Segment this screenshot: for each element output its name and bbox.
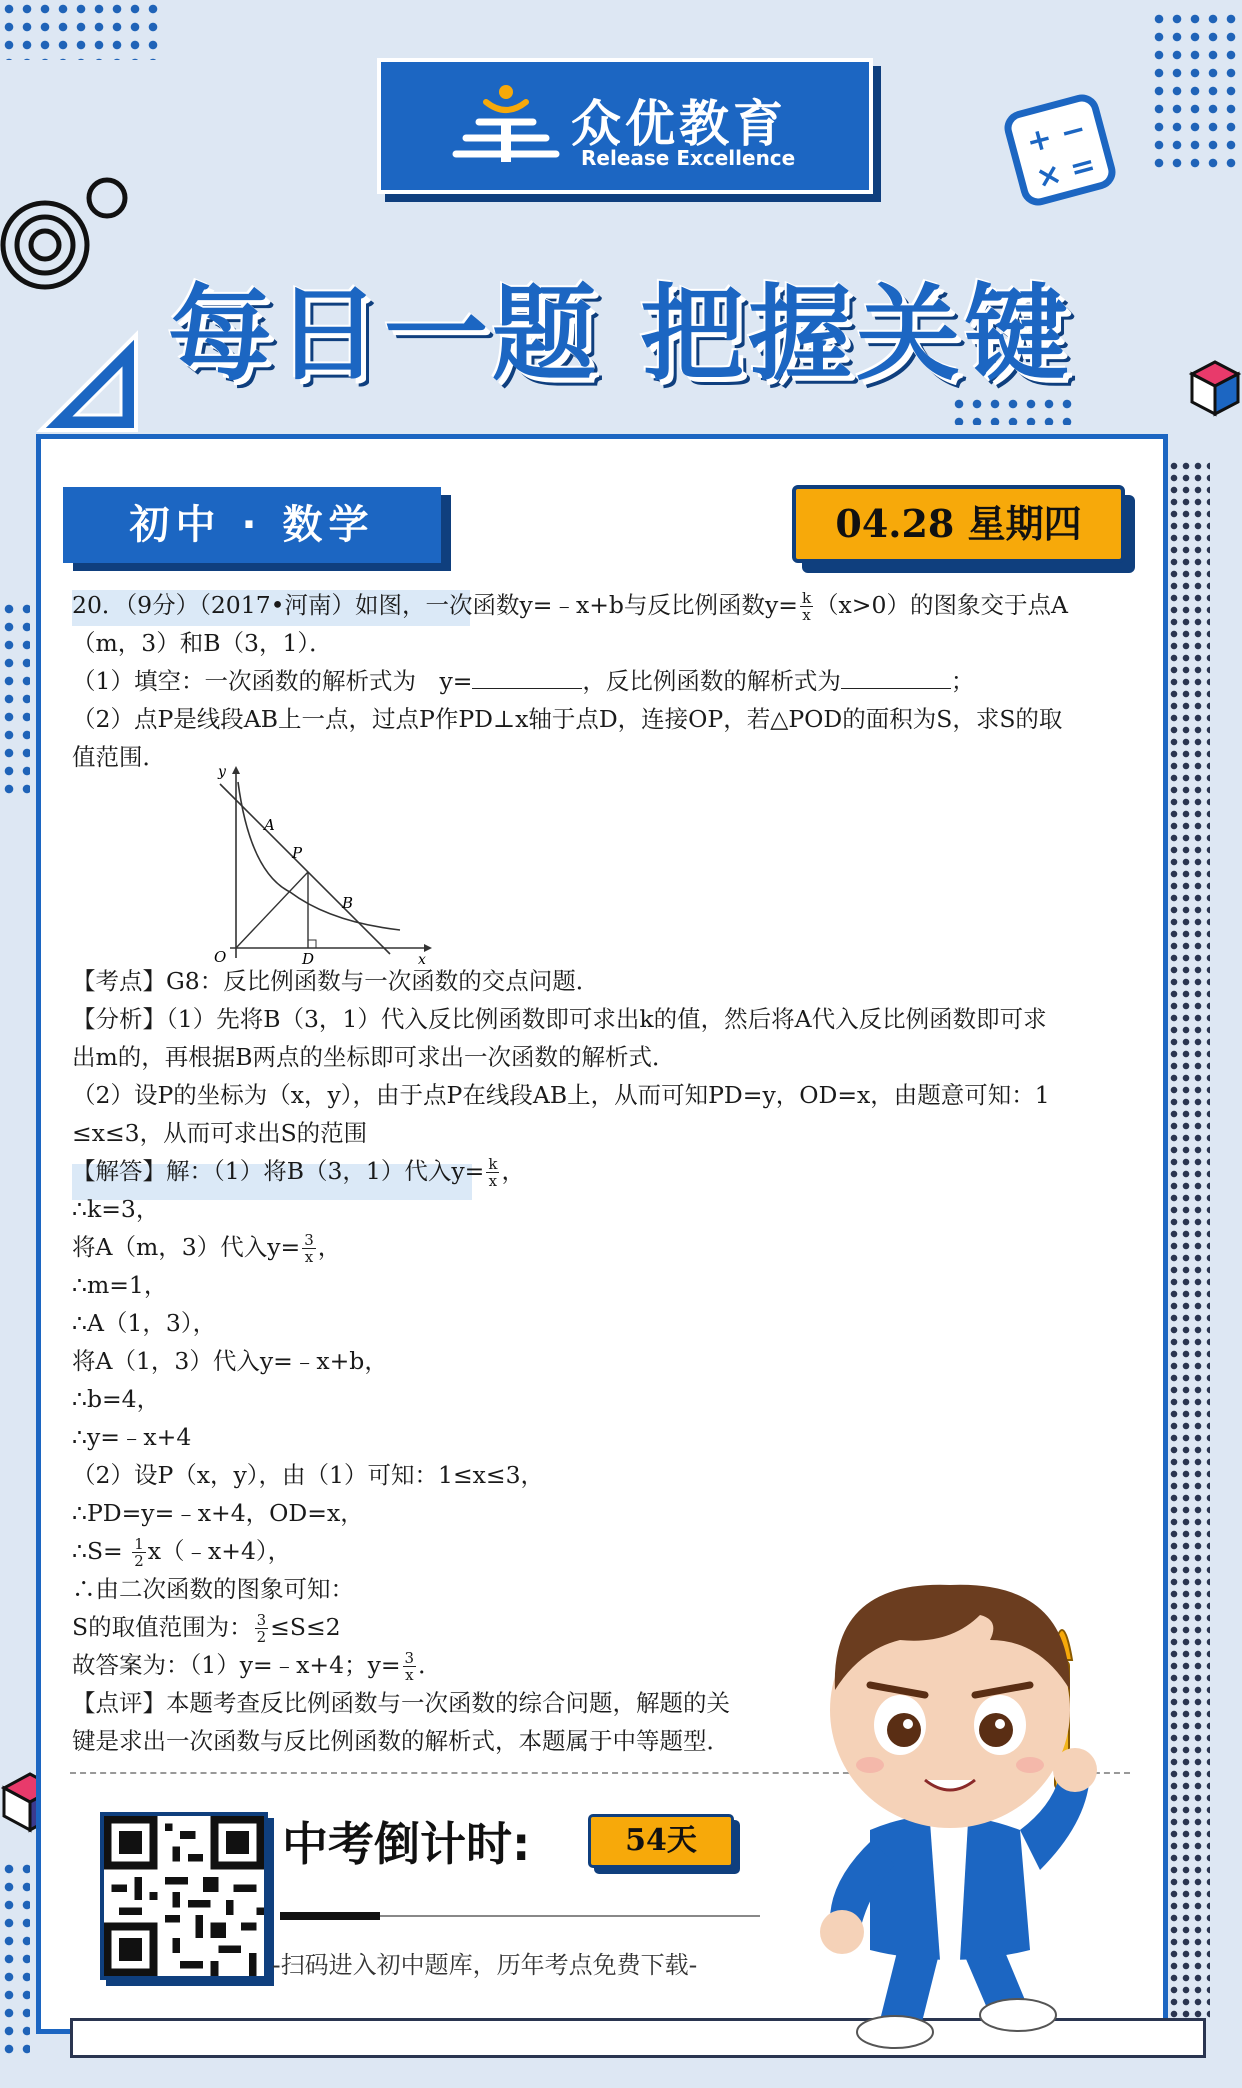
cube-icon	[1188, 358, 1242, 418]
right-angle-mark	[308, 940, 316, 948]
label-a: A	[264, 816, 275, 834]
solution-line: （2）设P（x，y），由（1）可知：1≤x≤3，	[72, 1461, 545, 1489]
function-graph	[210, 762, 440, 964]
card-shadow-dots	[1168, 460, 1210, 2020]
x-axis-arrow	[424, 944, 432, 952]
segment-op	[236, 872, 308, 948]
subject-tag: 初中 · 数学	[63, 487, 441, 563]
label-o: O	[214, 948, 227, 964]
dots-decoration-top-left	[0, 0, 160, 60]
solution-line: ∴由二次函数的图象可知：	[72, 1575, 354, 1603]
y-axis-arrow	[232, 766, 240, 774]
svg-text:=: =	[1066, 147, 1100, 188]
dianping-line: 【点评】本题考查反比例函数与一次函数的综合问题，解题的关	[72, 1689, 730, 1717]
logo-tree-icon	[451, 80, 561, 170]
fenxi-line: 【分析】（1）先将B（3，1）代入反比例函数即可求出k的值，然后将A代入反比例函数即可求	[72, 1005, 1047, 1033]
label-d: D	[302, 950, 315, 964]
footer-thin-line	[380, 1915, 760, 1917]
qr-code-pattern	[104, 1816, 264, 1976]
small-circle-icon	[84, 175, 130, 221]
hyperbola-curve	[238, 782, 400, 930]
solution-line: 【解答】解：（1）将B（3，1）代入y= $\frac{k}{x}$ ，	[72, 1155, 525, 1190]
days-remaining-badge: 54天	[588, 1814, 734, 1868]
svg-text:+: +	[1022, 120, 1057, 161]
solution-line: ∴S= $\frac{1}{2}$ x（﹣x+4），	[72, 1535, 292, 1570]
solution-line: ∴A（1，3），	[72, 1309, 217, 1337]
solution-line: ∴k=3，	[72, 1195, 160, 1223]
page-headline: 每日一题 把握关键	[167, 273, 1073, 395]
solution-line: ∴y=﹣x+4	[72, 1423, 192, 1451]
dots-decoration-left-bottom	[0, 1860, 30, 2060]
label-p: P	[292, 844, 303, 862]
problem-line: 值范围．	[72, 743, 166, 771]
brand-subtitle: Release Excellence	[581, 146, 796, 170]
triangle-ruler-icon	[36, 330, 146, 440]
brand-logo	[377, 58, 873, 194]
fenxi-line: ≤x≤3，从而可求出S的范围	[72, 1119, 368, 1147]
linear-function-line	[220, 784, 390, 954]
problem-line: （2）点P是线段AB上一点，过点P作PD⊥x轴于点D，连接OP，若△POD的面积为S，求S的取	[72, 705, 1063, 733]
mascot-boy	[790, 1560, 1130, 2060]
label-b: B	[342, 894, 354, 912]
fenxi-line: （2）设P的坐标为（x，y），由于点P在线段AB上，从而可知PD=y，OD=x，由题意可知：1	[72, 1081, 1050, 1109]
fenxi-line: 出m的，再根据B两点的坐标即可求出一次函数的解析式．	[72, 1043, 676, 1071]
problem-line: 20．（9分）（2017•河南）如图，一次函数y=﹣x+b与反比例函数y= $\frac{k}{x}$ （x>0）的图象交于点A	[72, 589, 1068, 624]
solution-line: 故答案为：（1）y=﹣x+4；y= $\frac{3}{x}$ ．	[72, 1649, 442, 1684]
kaodian-line: 【考点】G8：反比例函数与一次函数的交点问题．	[72, 967, 600, 995]
label-x: x	[418, 952, 426, 964]
scan-instruction: -扫码进入初中题库，历年考点免费下载-	[272, 1951, 698, 1979]
label-y: y	[218, 764, 226, 780]
dots-decoration-left-mid	[0, 600, 30, 800]
solution-line: ∴m=1，	[72, 1271, 168, 1299]
date-tag: 04.28 星期四	[792, 485, 1125, 563]
svg-text:×: ×	[1032, 156, 1066, 197]
dianping-line: 键是求出一次函数与反比例函数的解析式，本题属于中等题型．	[72, 1727, 730, 1755]
problem-line: （1）填空：一次函数的解析式为 y= ，反比例函数的解析式为 ；	[72, 667, 975, 695]
calculator-icon	[1000, 90, 1120, 210]
solution-line: ∴b=4，	[72, 1385, 161, 1413]
footer-accent-bar	[280, 1912, 380, 1920]
problem-line: （m，3）和B（3，1）．	[72, 629, 333, 657]
solution-line: ∴PD=y=﹣x+4，OD=x，	[72, 1499, 364, 1527]
qr-code[interactable]	[100, 1812, 268, 1980]
dots-decoration-top-right	[1150, 10, 1242, 170]
brand-name: 众优教育	[571, 95, 787, 153]
countdown-label: 中考倒计时:	[282, 1817, 531, 1871]
solution-line: S的取值范围为： $\frac{3}{2}$ ≤S≤2	[72, 1611, 341, 1646]
solution-line: 将A（1，3）代入y=﹣x+b，	[72, 1347, 388, 1375]
solution-line: 将A（m，3）代入y= $\frac{3}{x}$ ，	[72, 1231, 342, 1266]
svg-text:−: −	[1056, 111, 1090, 152]
